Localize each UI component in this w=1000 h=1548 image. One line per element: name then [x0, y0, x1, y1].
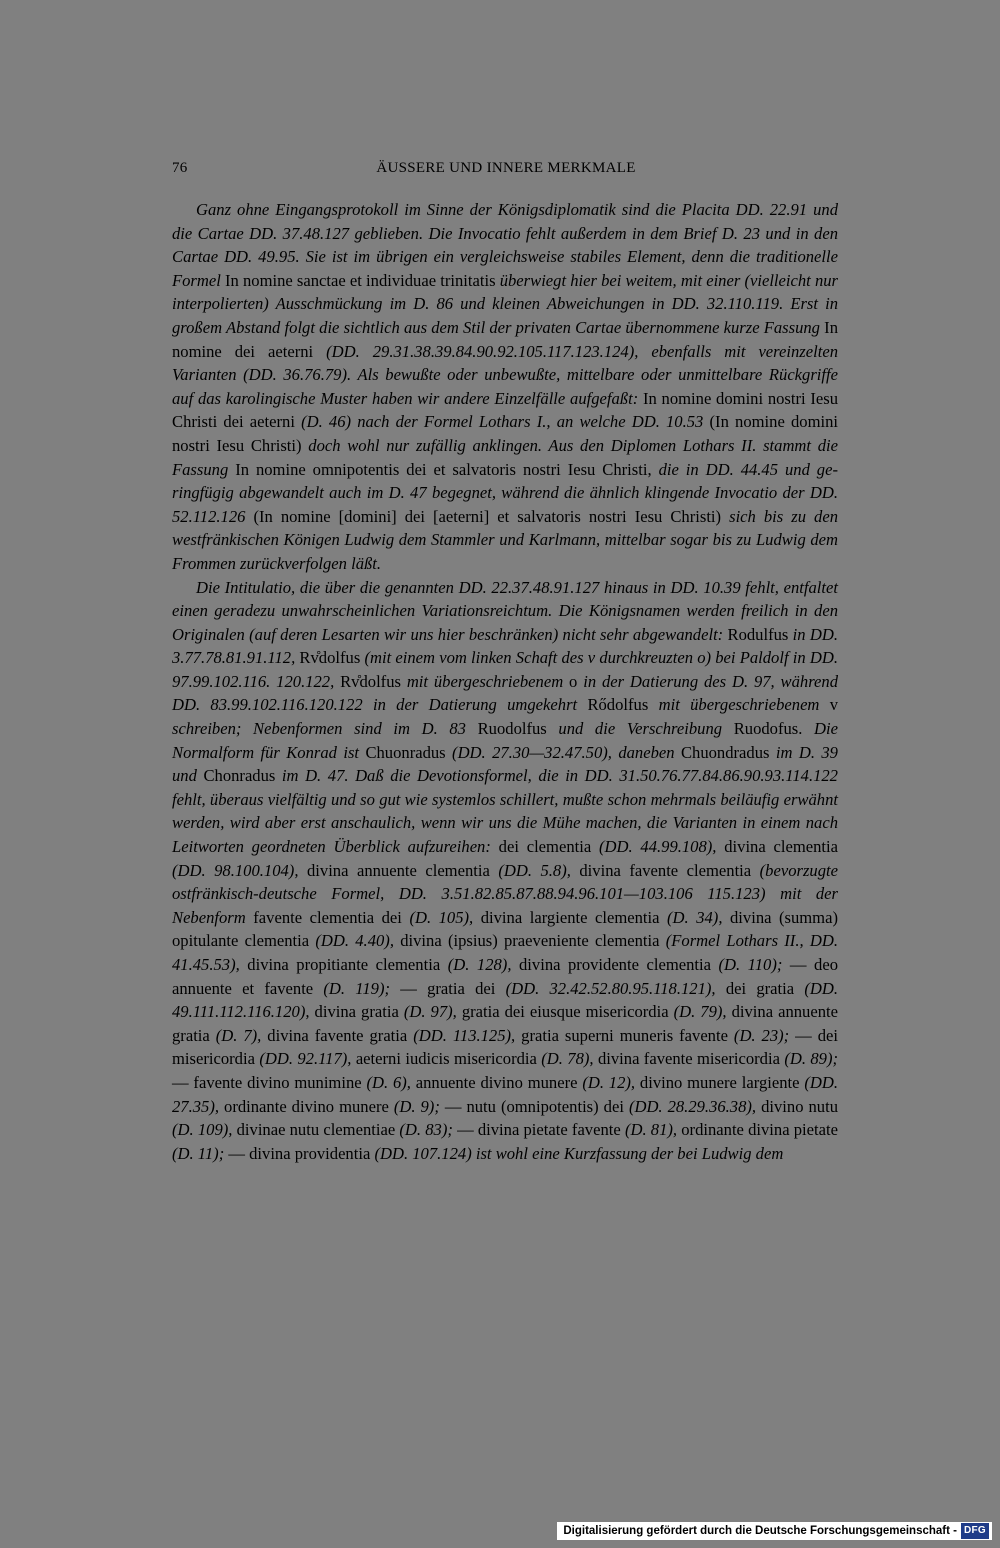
- italic-text-run: und die Verschreibung: [558, 719, 734, 739]
- italic-text-run: (DD. 107.124) ist wohl eine Kurzfassung der bei Ludwig dem: [374, 1143, 784, 1163]
- roman-text-run: divina favente clementia: [579, 860, 760, 880]
- roman-text-run: divinae nutu clementiae: [236, 1120, 400, 1140]
- roman-text-run: divina favente misericordia: [597, 1049, 785, 1069]
- italic-text-run: (mit einem vom linken Schaft des v durchkreuzten o) bei Paldolf in DD. 97.99.102.116. 120.122,: [172, 648, 838, 691]
- roman-text-run: Rődolfus: [587, 695, 659, 715]
- roman-text-run: — nutu (omnipotentis) dei: [444, 1096, 629, 1116]
- paragraph: [172, 198, 838, 576]
- italic-text-run: (DD. 113.125),: [413, 1025, 522, 1045]
- italic-text-run: (D. 46) nach der Formel Lothars I., an welche DD. 10.53: [301, 412, 710, 432]
- roman-text-run: gratia dei eiusque misericordia: [461, 1002, 674, 1022]
- italic-text-run: (D. 81),: [624, 1120, 682, 1140]
- roman-text-run: — gratia dei: [400, 978, 506, 998]
- roman-text-run: Rv̊dolfus: [299, 648, 365, 668]
- running-title: ÄUSSERE UND INNERE MERKMALE: [376, 160, 636, 176]
- italic-text-run: (D. 34),: [667, 907, 730, 927]
- italic-text-run: (bevorzugte ostfränkisch-deutsche Formel, DD. 3.51.82.85.87.88.94.96.101—103.106 115.123) mit der Nebenform: [172, 860, 838, 927]
- roman-text-run: — deo annuente et favente: [172, 955, 838, 998]
- italic-text-run: mit übergeschriebenem: [658, 695, 830, 715]
- roman-text-run: divina (ipsius) praeveniente clementia: [400, 931, 666, 951]
- italic-text-run: (DD. 92.117),: [259, 1049, 356, 1069]
- italic-text-run: sich bis zu den westfränkischen Königen Ludwig dem Stammler und Karlmann, mittelbar sogar bis zu Ludwig dem Frommen zurückverfolgen läßt.: [172, 506, 838, 573]
- roman-text-run: — favente divino munimine: [172, 1072, 367, 1092]
- roman-text-run: divina annuente gratia: [172, 1002, 838, 1045]
- roman-text-run: Chuondradus: [680, 742, 776, 762]
- roman-text-run: (In nomine [domini] dei [aeterni] et salvatoris nostri Iesu Christi): [253, 506, 730, 526]
- italic-text-run: (D. 83);: [399, 1120, 458, 1140]
- roman-text-run: ordinante divina pietate: [681, 1120, 838, 1140]
- roman-text-run: Ruodofus.: [733, 719, 815, 739]
- italic-text-run: (D. 110);: [718, 955, 790, 974]
- italic-text-run: Die Intitulatio, die über die genannten DD. 22.37.48.91.127 hinaus in DD. 10.39 fehlt, entfaltet einen geradezu unwahrscheinlichen Variationsreichtum. Die Königsnamen werden freilich in den Originalen (auf deren Lesarten wir uns hier beschränken) nicht sehr abgewandelt:: [172, 577, 838, 644]
- italic-text-run: überwiegt hier bei weitem, mit einer (vielleicht nur interpolierten) Ausschmückung im D. 86 und kleinen Abweichungen in DD. 32.110.119. Erst in großem Abstand folgt die sichtlich aus dem Stil der privaten Cartae übernommene kurze Fassung: [172, 270, 839, 337]
- page-body: [172, 198, 838, 1165]
- italic-text-run: (DD. 44.99.108),: [598, 837, 725, 857]
- page-number: 76: [172, 160, 188, 176]
- roman-text-run: In nomine dei aeterni: [172, 317, 838, 361]
- funding-footer: [557, 1522, 992, 1540]
- italic-text-run: (DD. 4.40),: [315, 931, 401, 951]
- roman-text-run: Ruodolfus: [477, 719, 559, 739]
- italic-text-run: (D. 119);: [323, 978, 401, 998]
- italic-text-run: (DD. 29.31.38.39.84.90.92.105.117.123.124), ebenfalls mit vereinzelten Varianten (DD. 36.76.79). Als bewußte oder unbewußte, mittelbare oder unmittelbare Rückgriffe auf das karolingische Muster haben wir andere Einzelfälle aufgefaßt:: [172, 341, 838, 408]
- italic-text-run: doch wohl nur zufällig anklingen. Aus den Diplomen Lothars II. stammt die Fassung: [172, 435, 839, 479]
- italic-text-run: (DD. 32.42.52.80.95.118.121),: [505, 978, 726, 998]
- italic-text-run: (DD. 28.29.36.38),: [628, 1096, 762, 1116]
- roman-text-run: divina clementia: [724, 837, 838, 857]
- roman-text-run: Rodulfus: [727, 624, 793, 644]
- italic-text-run: Die Normalform für Konrad ist: [172, 719, 838, 762]
- roman-text-run: ordinante divino munere: [224, 1096, 394, 1116]
- italic-text-run: im D. 47. Daß die Devotionsformel, die in DD. 31.50.76.77.84.86.90.93.114.122 fehlt, überaus vielfältig und so gut wie systemlos schillert, mußte schon mehrmals beiläufig erwähnt werden, wird aber erst anschaulich, wenn wir uns die Mühe machen, die Varianten in einem nach Leitworten geordneten Überblick aufzureihen:: [172, 766, 838, 857]
- italic-text-run: (D. 105),: [409, 907, 481, 927]
- italic-text-run: in DD. 3.77.78.81.91.112,: [172, 624, 838, 668]
- italic-text-run: (Formel Lothars II., DD. 41.45.53),: [172, 931, 838, 974]
- roman-text-run: annuente divino munere: [415, 1072, 583, 1092]
- italic-text-run: (D. 109),: [172, 1120, 237, 1140]
- italic-text-run: (D. 11);: [172, 1143, 229, 1163]
- italic-text-run: (D. 7),: [215, 1025, 268, 1045]
- roman-text-run: divino munere largiente: [639, 1072, 805, 1092]
- roman-text-run: favente clementia dei: [253, 907, 410, 927]
- italic-text-run: (D. 9);: [393, 1096, 445, 1116]
- italic-text-run: (D. 78),: [541, 1049, 598, 1069]
- roman-text-run: divina largiente clementia: [480, 907, 668, 927]
- italic-text-run: (DD. 27.30—32.47.50), daneben: [452, 742, 681, 762]
- italic-text-run: (D. 23);: [733, 1025, 796, 1045]
- roman-text-run: In nomine omnipotentis dei et salvatoris nostri Iesu Christi,: [235, 459, 659, 479]
- roman-text-run: — divina pietate favente: [457, 1120, 625, 1140]
- italic-text-run: (DD. 49.111.112.116.120),: [172, 978, 838, 1022]
- italic-text-run: (D. 6),: [366, 1072, 416, 1092]
- roman-text-run: (In nomine domini nostri Iesu Christi): [172, 412, 839, 455]
- italic-text-run: schreiben; Nebenformen sind im D. 83: [172, 719, 478, 739]
- roman-text-run: In nomine sanctae et individuae trinitatis: [225, 270, 500, 290]
- roman-text-run: Chuonradus: [365, 742, 453, 762]
- roman-text-run: dei clementia: [498, 837, 599, 857]
- roman-text-run: — divina providentia: [228, 1143, 375, 1163]
- funding-note: Digitalisierung gefördert durch die Deutsche Forschungsgemeinschaft -: [563, 1525, 957, 1537]
- roman-text-run: divino nutu: [761, 1096, 838, 1116]
- roman-text-run: — dei misericordia: [172, 1025, 838, 1069]
- page-header: [172, 160, 840, 184]
- italic-text-run: (DD. 5.8),: [498, 860, 580, 880]
- roman-text-run: divina gratia: [314, 1002, 404, 1022]
- roman-text-run: Rv̊dolfus: [340, 671, 407, 691]
- roman-text-run: dei gratia: [725, 978, 805, 998]
- italic-text-run: (DD. 27.35),: [172, 1072, 838, 1116]
- italic-text-run: in der Datierung des D. 97, während DD. 83.99.102.116.120.122 in der Datierung umgekehrt: [172, 671, 838, 715]
- paragraph: [172, 576, 838, 1166]
- roman-text-run: divina favente gratia: [267, 1025, 414, 1045]
- roman-text-run: divina annuente clementia: [306, 860, 499, 880]
- roman-text-run: aeterni iudicis misericordia: [355, 1049, 542, 1069]
- italic-text-run: mit übergeschriebenem: [406, 671, 570, 691]
- italic-text-run: im D. 39 und: [172, 742, 838, 786]
- roman-text-run: gratia superni muneris favente: [521, 1025, 734, 1045]
- roman-text-run: divina providente clementia: [519, 955, 719, 974]
- italic-text-run: die in DD. 44.45 und geringfügig abgewandelt auch im D. 47 begegnet, während die ähnlich klingende Invocatio der DD. 52.112.126: [172, 459, 838, 526]
- italic-text-run: Ganz ohne Eingangsprotokoll im Sinne der Königsdiplomatik sind die Placita DD. 22.91 und die Cartae DD. 37.48.127 geblieben. Die Invocatio fehlt außerdem in dem Brief D. 23 und in den Cartae DD. 49.95. Sie ist im übrigen ein vergleichsweise stabiles Element, denn die traditionelle Formel: [172, 200, 838, 290]
- italic-text-run: (D. 97),: [403, 1002, 462, 1022]
- italic-text-run: (D. 79),: [673, 1002, 732, 1022]
- roman-text-run: Chonradus: [203, 766, 282, 786]
- italic-text-run: (D. 89);: [784, 1049, 839, 1069]
- italic-text-run: (D. 12),: [582, 1072, 640, 1092]
- roman-text-run: o: [569, 671, 584, 691]
- dfg-logo-icon: DFG: [961, 1523, 989, 1539]
- roman-text-run: v: [829, 695, 839, 715]
- italic-text-run: (D. 128),: [447, 955, 519, 974]
- roman-text-run: divina propitiante clementia: [247, 955, 448, 974]
- roman-text-run: In nomine domini nostri Iesu Christi dei aeterni: [172, 388, 839, 432]
- roman-text-run: divina (summa) opitulante clementia: [172, 907, 838, 951]
- italic-text-run: (DD. 98.100.104),: [172, 860, 307, 880]
